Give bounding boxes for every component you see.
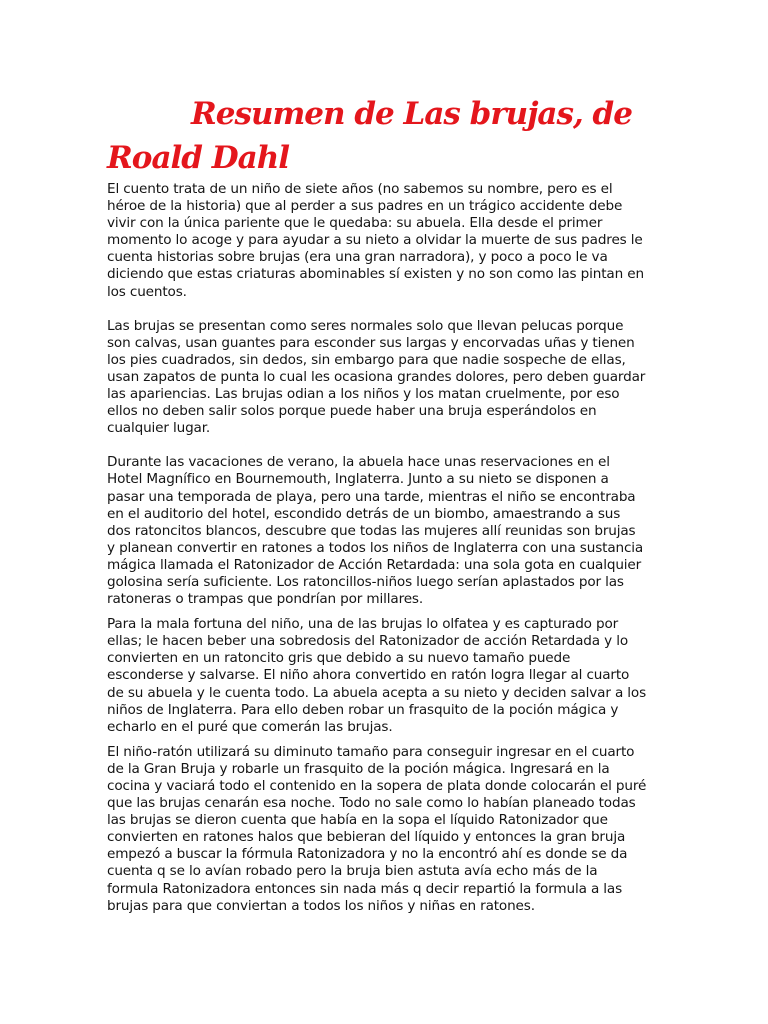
title-line-1: Resumen de Las brujas, de [191,96,632,132]
paragraph-5: El niño-ratón utilizará su diminuto tamaño para conseguir ingresar en el cuarto de la Gran Bruja y robarle un frasquito de la poción mágica. Ingresará en la cocina y vaciará todo el contenido en la sopera de plata donde colocarán el puré que las brujas cenarán esa noche. Todo no sale como lo habían planeado todas las brujas se dieron cuenta que había en la sopa el líquido Ratonizador que convierten en ratones halos que bebieran del líquido y entonces la gran bruja empezó a buscar la fórmula Ratonizadora y no la encontró ahí es donde se da cuenta q se lo avían robado pero la bruja bien astuta avía echo más de la formula Ratonizadora entonces sin nada más q decir repartió la formula a las brujas para que conviertan a todos los niños y niñas en ratones. [107,743,647,914]
document-page [107,92,647,915]
paragraph-4: Para la mala fortuna del niño, una de las brujas lo olfatea y es capturado por ellas; le hacen beber una sobredosis del Ratonizador de acción Retardada y lo convierten en un ratoncito gris que debido a su nuevo tamaño puede esconderse y salvarse. El niño ahora convertido en ratón logra llegar al cuarto de su abuela y le cuenta todo. La abuela acepta a su nieto y deciden salvar a los niños de Inglaterra. Para ello deben robar un frasquito de la poción mágica y echarlo en el puré que comerán las brujas. [107,616,647,735]
document-title [107,92,647,180]
paragraph-2: Las brujas se presentan como seres normales solo que llevan pelucas porque son calvas, usan guantes para esconder sus largas y encorvadas uñas y tienen los pies cuadrados, sin dedos, sin embargo para que nadie sospeche de ellas, usan zapatos de punta lo cual les ocasiona grandes dolores, pero deben guardar las apariencias. Las brujas odian a los niños y los matan cruelmente, por eso ellos no deben salir solos porque puede haber una bruja esperándolos en cualquier lugar. [107,317,646,437]
paragraph-3: Durante las vacaciones de verano, la abuela hace unas reservaciones en el Hotel Magnífico en Bournemouth, Inglaterra. Junto a su nieto se disponen a pasar una temporada de playa, pero una tarde, mientras el niño se encontraba en el auditorio del hotel, escondido detrás de un biombo, amaestrando a sus dos ratoncitos blancos, descubre que todas las mujeres allí reunidas son brujas y planean convertir en ratones a todos los niños de Inglaterra con una sustancia mágica llamada el Ratonizador de Acción Retardada: una sola gota en cualquier golosina sería suficiente. Los ratoncillos-niños luego serían aplastados por las ratoneras o trampas que pondrían por millares. [107,454,644,608]
paragraph-1: El cuento trata de un niño de siete años (no sabemos su nombre, pero es el héroe de la historia) que al perder a sus padres en un trágico accidente debe vivir con la única pariente que le quedaba: su abuela. Ella desde el primer momento lo acoge y para ayudar a su nieto a olvidar la muerte de sus padres le cuenta historias sobre brujas (era una gran narradora), y poco a poco le va diciendo que estas criaturas abominables sí existen y no son como las pintan en los cuentos. [107,181,644,300]
title-line-2: Roald Dahl [107,140,290,176]
